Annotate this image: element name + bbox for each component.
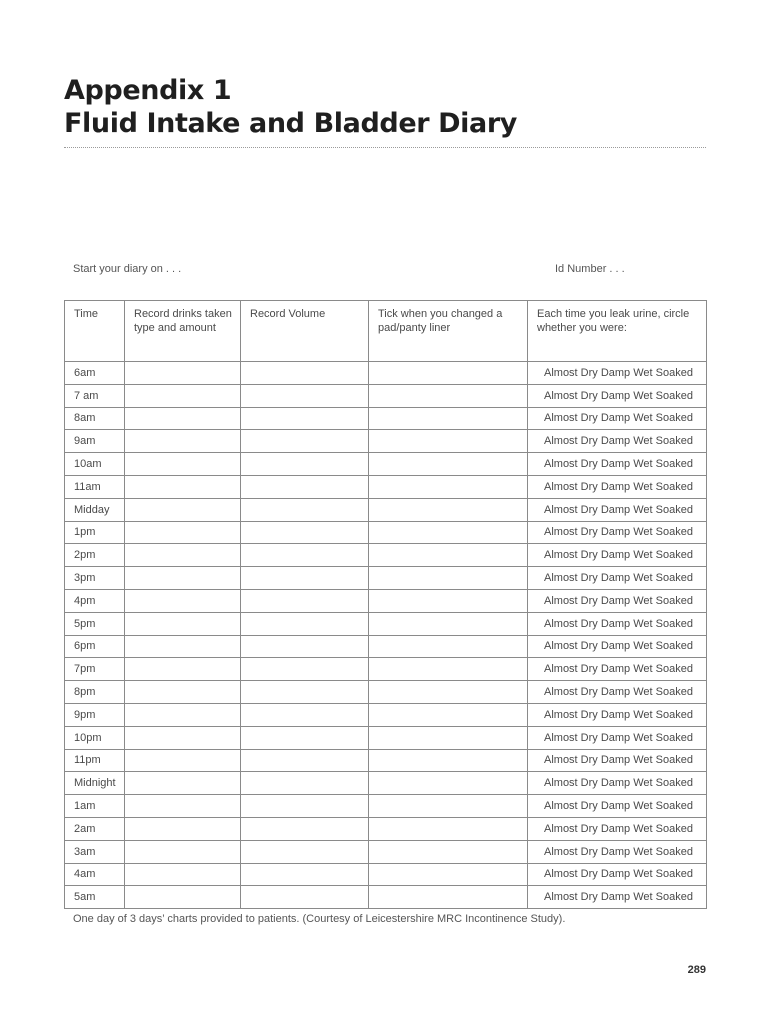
table-row <box>65 726 707 749</box>
table-row <box>65 886 707 909</box>
pad-change-cell[interactable] <box>369 772 528 795</box>
table-header-row <box>65 301 707 362</box>
leak-options-cell[interactable]: Almost Dry Damp Wet Soaked <box>528 521 707 544</box>
table-row <box>65 453 707 476</box>
drinks-cell[interactable] <box>125 612 241 635</box>
leak-options-cell[interactable]: Almost Dry Damp Wet Soaked <box>528 840 707 863</box>
drinks-cell[interactable] <box>125 362 241 385</box>
volume-cell[interactable] <box>241 567 369 590</box>
time-cell: 8pm <box>65 681 125 704</box>
leak-options-cell[interactable]: Almost Dry Damp Wet Soaked <box>528 453 707 476</box>
volume-cell[interactable] <box>241 886 369 909</box>
leak-options-cell[interactable]: Almost Dry Damp Wet Soaked <box>528 795 707 818</box>
title-line-diary: Fluid Intake and Bladder Diary <box>64 108 517 139</box>
table-row <box>65 384 707 407</box>
pad-change-cell[interactable] <box>369 681 528 704</box>
time-cell: 2pm <box>65 544 125 567</box>
leak-options-cell[interactable]: Almost Dry Damp Wet Soaked <box>528 681 707 704</box>
drinks-cell[interactable] <box>125 749 241 772</box>
drinks-cell[interactable] <box>125 567 241 590</box>
leak-options-cell[interactable]: Almost Dry Damp Wet Soaked <box>528 384 707 407</box>
time-cell: 4pm <box>65 589 125 612</box>
time-cell: 3am <box>65 840 125 863</box>
table-row <box>65 612 707 635</box>
volume-cell[interactable] <box>241 407 369 430</box>
drinks-cell[interactable] <box>125 407 241 430</box>
volume-cell[interactable] <box>241 749 369 772</box>
volume-cell[interactable] <box>241 430 369 453</box>
pad-change-cell[interactable] <box>369 453 528 476</box>
time-cell: 6pm <box>65 635 125 658</box>
time-cell: 2am <box>65 817 125 840</box>
drinks-cell[interactable] <box>125 658 241 681</box>
pad-change-cell[interactable] <box>369 658 528 681</box>
table-row <box>65 567 707 590</box>
page-number: 289 <box>687 964 706 976</box>
drinks-cell[interactable] <box>125 384 241 407</box>
header-pad-change: Tick when you changed a pad/panty liner <box>369 301 528 362</box>
leak-options-cell[interactable]: Almost Dry Damp Wet Soaked <box>528 589 707 612</box>
header-time: Time <box>65 301 125 362</box>
time-cell: 9am <box>65 430 125 453</box>
volume-cell[interactable] <box>241 384 369 407</box>
leak-options-cell[interactable]: Almost Dry Damp Wet Soaked <box>528 612 707 635</box>
time-cell: 7 am <box>65 384 125 407</box>
leak-options-cell[interactable]: Almost Dry Damp Wet Soaked <box>528 635 707 658</box>
time-cell: 10pm <box>65 726 125 749</box>
time-cell: 5am <box>65 886 125 909</box>
pad-change-cell[interactable] <box>369 362 528 385</box>
leak-options-cell[interactable]: Almost Dry Damp Wet Soaked <box>528 749 707 772</box>
pad-change-cell[interactable] <box>369 567 528 590</box>
leak-options-cell[interactable]: Almost Dry Damp Wet Soaked <box>528 703 707 726</box>
page-title <box>64 74 517 140</box>
table-row <box>65 703 707 726</box>
volume-cell[interactable] <box>241 658 369 681</box>
table-row <box>65 863 707 886</box>
volume-cell[interactable] <box>241 772 369 795</box>
leak-options-cell[interactable]: Almost Dry Damp Wet Soaked <box>528 498 707 521</box>
table-row <box>65 749 707 772</box>
volume-cell[interactable] <box>241 521 369 544</box>
time-cell: Midday <box>65 498 125 521</box>
drinks-cell[interactable] <box>125 840 241 863</box>
drinks-cell[interactable] <box>125 703 241 726</box>
leak-options-cell[interactable]: Almost Dry Damp Wet Soaked <box>528 407 707 430</box>
leak-options-cell[interactable]: Almost Dry Damp Wet Soaked <box>528 817 707 840</box>
time-cell: 5pm <box>65 612 125 635</box>
pad-change-cell[interactable] <box>369 749 528 772</box>
pad-change-cell[interactable] <box>369 840 528 863</box>
volume-cell[interactable] <box>241 681 369 704</box>
volume-cell[interactable] <box>241 635 369 658</box>
drinks-cell[interactable] <box>125 498 241 521</box>
table-row <box>65 498 707 521</box>
leak-options-cell[interactable]: Almost Dry Damp Wet Soaked <box>528 658 707 681</box>
time-cell: 4am <box>65 863 125 886</box>
drinks-cell[interactable] <box>125 795 241 818</box>
table-row <box>65 475 707 498</box>
time-cell: 1am <box>65 795 125 818</box>
time-cell: 11am <box>65 475 125 498</box>
drinks-cell[interactable] <box>125 863 241 886</box>
time-cell: 1pm <box>65 521 125 544</box>
drinks-cell[interactable] <box>125 453 241 476</box>
leak-options-cell[interactable]: Almost Dry Damp Wet Soaked <box>528 544 707 567</box>
drinks-cell[interactable] <box>125 817 241 840</box>
volume-cell[interactable] <box>241 840 369 863</box>
table-row <box>65 840 707 863</box>
pad-change-cell[interactable] <box>369 886 528 909</box>
time-cell: Midnight <box>65 772 125 795</box>
drinks-cell[interactable] <box>125 475 241 498</box>
header-drinks: Record drinks taken type and amount <box>125 301 241 362</box>
drinks-cell[interactable] <box>125 726 241 749</box>
time-cell: 11pm <box>65 749 125 772</box>
pad-change-cell[interactable] <box>369 498 528 521</box>
time-cell: 7pm <box>65 658 125 681</box>
header-volume: Record Volume <box>241 301 369 362</box>
table-row <box>65 681 707 704</box>
leak-options-cell[interactable]: Almost Dry Damp Wet Soaked <box>528 726 707 749</box>
volume-cell[interactable] <box>241 362 369 385</box>
pad-change-cell[interactable] <box>369 863 528 886</box>
pad-change-cell[interactable] <box>369 726 528 749</box>
volume-cell[interactable] <box>241 544 369 567</box>
table-row <box>65 362 707 385</box>
volume-cell[interactable] <box>241 498 369 521</box>
figure-caption: One day of 3 days’ charts provided to patients. (Courtesy of Leicestershire MRC Incontinence Study). <box>73 913 566 925</box>
leak-options-cell[interactable]: Almost Dry Damp Wet Soaked <box>528 863 707 886</box>
leak-options-cell[interactable]: Almost Dry Damp Wet Soaked <box>528 430 707 453</box>
start-diary-label: Start your diary on . . . <box>73 263 182 275</box>
pad-change-cell[interactable] <box>369 384 528 407</box>
volume-cell[interactable] <box>241 703 369 726</box>
pad-change-cell[interactable] <box>369 795 528 818</box>
drinks-cell[interactable] <box>125 886 241 909</box>
table-row <box>65 658 707 681</box>
table-row <box>65 772 707 795</box>
table-row <box>65 635 707 658</box>
table-row <box>65 817 707 840</box>
time-cell: 8am <box>65 407 125 430</box>
header-leak: Each time you leak urine, circle whether you were: <box>528 301 707 362</box>
leak-options-cell[interactable]: Almost Dry Damp Wet Soaked <box>528 886 707 909</box>
drinks-cell[interactable] <box>125 544 241 567</box>
leak-options-cell[interactable]: Almost Dry Damp Wet Soaked <box>528 475 707 498</box>
title-line-appendix: Appendix 1 <box>64 75 232 106</box>
table-row <box>65 521 707 544</box>
drinks-cell[interactable] <box>125 430 241 453</box>
volume-cell[interactable] <box>241 817 369 840</box>
drinks-cell[interactable] <box>125 772 241 795</box>
leak-options-cell[interactable]: Almost Dry Damp Wet Soaked <box>528 567 707 590</box>
drinks-cell[interactable] <box>125 589 241 612</box>
pad-change-cell[interactable] <box>369 589 528 612</box>
volume-cell[interactable] <box>241 863 369 886</box>
pad-change-cell[interactable] <box>369 544 528 567</box>
pad-change-cell[interactable] <box>369 703 528 726</box>
leak-options-cell[interactable]: Almost Dry Damp Wet Soaked <box>528 772 707 795</box>
pad-change-cell[interactable] <box>369 430 528 453</box>
table-row <box>65 589 707 612</box>
pad-change-cell[interactable] <box>369 817 528 840</box>
table-row <box>65 544 707 567</box>
time-cell: 10am <box>65 453 125 476</box>
pad-change-cell[interactable] <box>369 635 528 658</box>
volume-cell[interactable] <box>241 726 369 749</box>
pad-change-cell[interactable] <box>369 612 528 635</box>
time-cell: 9pm <box>65 703 125 726</box>
table-row <box>65 795 707 818</box>
leak-options-cell[interactable]: Almost Dry Damp Wet Soaked <box>528 362 707 385</box>
id-number-label: Id Number . . . <box>555 263 625 275</box>
title-divider <box>64 147 706 148</box>
volume-cell[interactable] <box>241 795 369 818</box>
diary-table <box>64 300 707 909</box>
pad-change-cell[interactable] <box>369 521 528 544</box>
time-cell: 3pm <box>65 567 125 590</box>
time-cell: 6am <box>65 362 125 385</box>
pad-change-cell[interactable] <box>369 475 528 498</box>
table-row <box>65 430 707 453</box>
pad-change-cell[interactable] <box>369 407 528 430</box>
volume-cell[interactable] <box>241 589 369 612</box>
volume-cell[interactable] <box>241 475 369 498</box>
volume-cell[interactable] <box>241 453 369 476</box>
drinks-cell[interactable] <box>125 635 241 658</box>
table-row <box>65 407 707 430</box>
drinks-cell[interactable] <box>125 521 241 544</box>
volume-cell[interactable] <box>241 612 369 635</box>
drinks-cell[interactable] <box>125 681 241 704</box>
